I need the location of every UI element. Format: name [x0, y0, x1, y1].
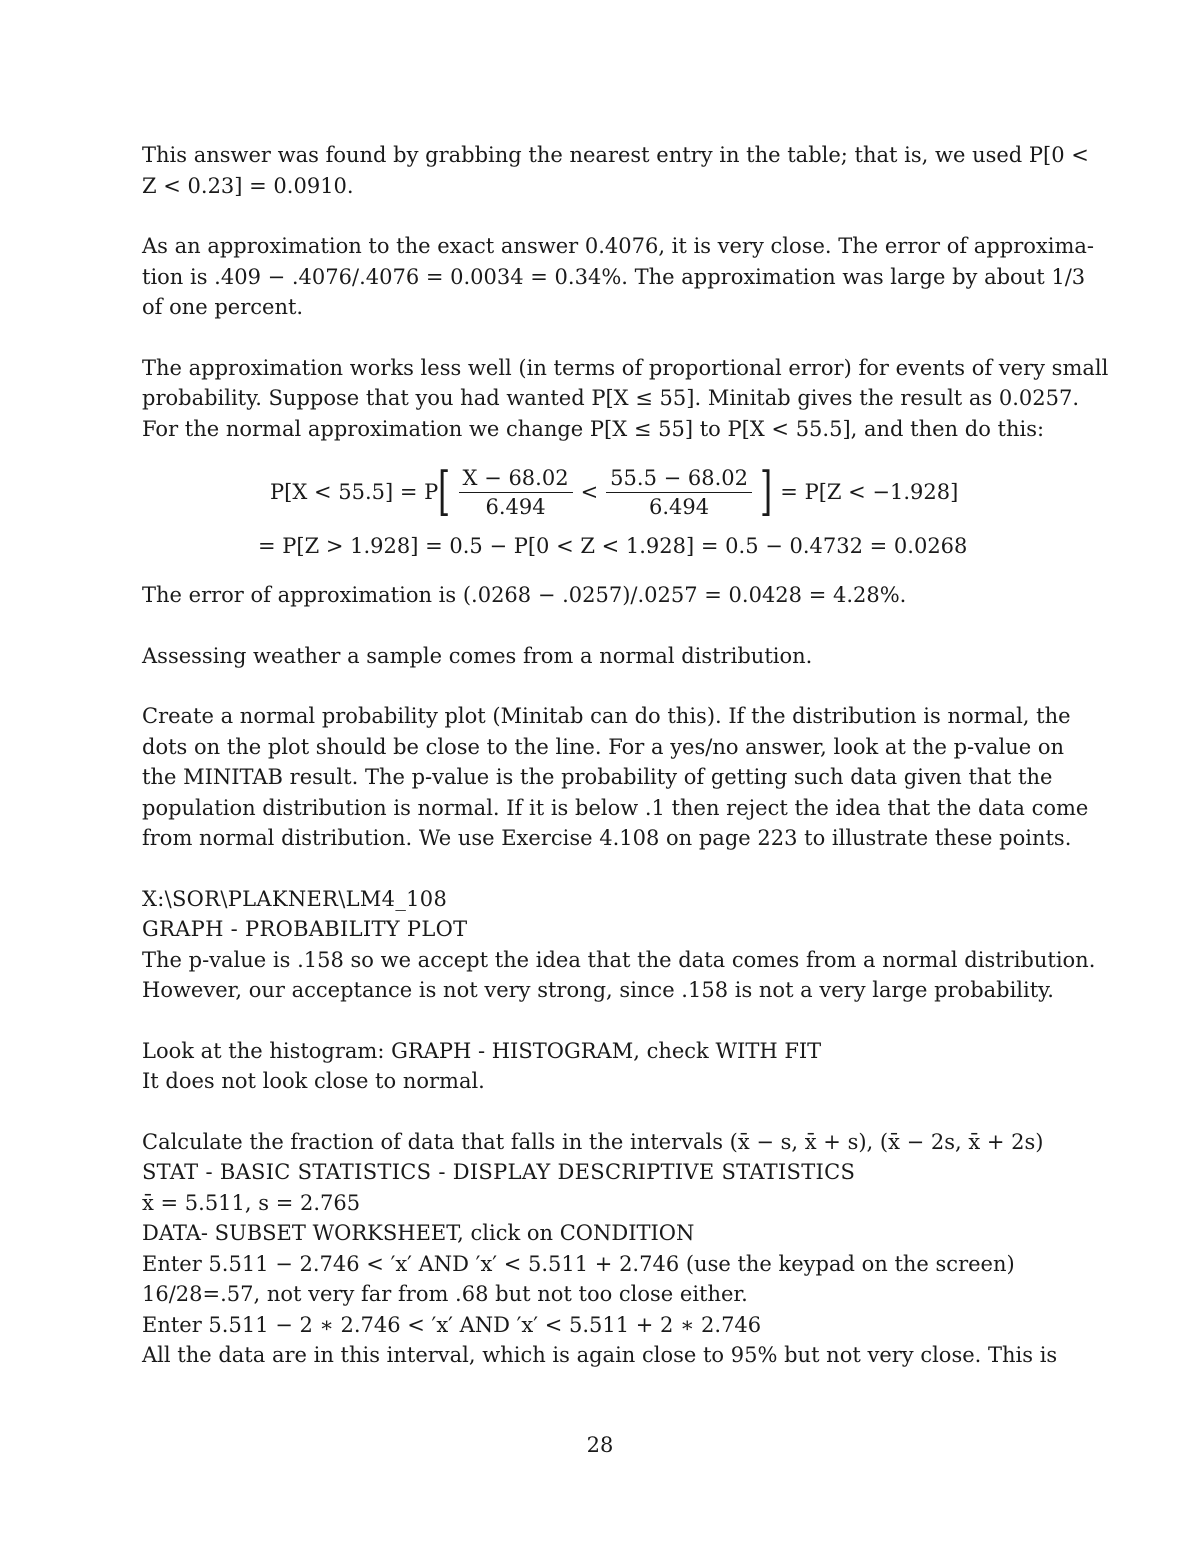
- fraction-denominator: 6.494: [485, 494, 546, 519]
- paragraph-probability-plot: [142, 701, 1089, 854]
- fraction-denominator: 6.494: [649, 494, 710, 519]
- menu-path: GRAPH - PROBABILITY PLOT: [142, 917, 468, 941]
- text-line: Look at the histogram: GRAPH - HISTOGRAM, check WITH FIT: [142, 1038, 822, 1063]
- fraction-standardized-x: [459, 466, 573, 519]
- menu-path: DATA- SUBSET WORKSHEET, click on CONDITION: [142, 1221, 695, 1245]
- left-bracket: [: [438, 462, 451, 522]
- menu-path: STAT - BASIC STATISTICS - DISPLAY DESCRIPTIVE STATISTICS: [142, 1160, 856, 1184]
- text-line: of one percent.: [142, 295, 304, 319]
- text-line: Calculate the fraction of data that falls in the intervals (x̄ − s, x̄ + s), (x̄ − 2s, x̄ + 2s): [142, 1129, 1044, 1154]
- paragraph-intervals: [142, 1127, 1060, 1371]
- equation-rhs: = P[Z < −1.928]: [780, 480, 959, 504]
- page-number: 28: [586, 1433, 614, 1457]
- paragraph-heading-normality: Assessing weather a sample comes from a normal distribution.: [142, 643, 813, 668]
- text-line: from normal distribution. We use Exercise 4.108 on page 223 to illustrate these points.: [142, 826, 1072, 850]
- paragraph-small-probability: [142, 353, 1109, 445]
- text-line: Enter 5.511 − 2 ∗ 2.746 < ′x′ AND ′x′ < 5.511 + 2 ∗ 2.746: [142, 1312, 762, 1337]
- text-line: Z < 0.23] = 0.0910.: [142, 173, 354, 198]
- text-line: Create a normal probability plot (Minitab can do this). If the distribution is normal, the: [142, 704, 1071, 728]
- file-path: X:\SOR\PLAKNER\LM4_108: [142, 886, 448, 911]
- text-line: x̄ = 5.511, s = 2.765: [142, 1190, 361, 1215]
- paragraph-error-result: The error of approximation is (.0268 − .0257)/.0257 = 0.0428 = 4.28%.: [142, 583, 907, 607]
- text-line: the MINITAB result. The p-value is the probability of getting such data given that the: [142, 765, 1053, 789]
- text-line: However, our acceptance is not very strong, since .158 is not a very large probability.: [142, 978, 1054, 1002]
- text-line: Enter 5.511 − 2.746 < ′x′ AND ′x′ < 5.511 + 2.746 (use the keypad on the screen): [142, 1251, 1015, 1276]
- text-line: This answer was found by grabbing the nearest entry in the table; that is, we used P[0 <: [142, 143, 1089, 167]
- text-line: dots on the plot should be close to the line. For a yes/no answer, look at the p-value on: [142, 734, 1065, 759]
- less-than-sign: <: [580, 480, 599, 504]
- text-line: population distribution is normal. If it is below .1 then reject the idea that the data come: [142, 795, 1089, 820]
- paragraph-histogram: [142, 1036, 1060, 1097]
- equation-line-1: [270, 462, 958, 522]
- text-line: As an approximation to the exact answer 0.4076, it is very close. The error of approxima-: [142, 234, 1094, 258]
- page-body: [142, 140, 1109, 1371]
- paragraph-minitab-probability-plot: [142, 884, 1096, 1006]
- text-line: It does not look close to normal.: [142, 1069, 485, 1093]
- right-bracket: ]: [760, 462, 773, 522]
- paragraph-approximation-error: [142, 231, 1094, 323]
- equation-lhs: P[X < 55.5] = P: [270, 480, 439, 504]
- paragraph-table-lookup: [142, 140, 1089, 201]
- equation-line-2: = P[Z > 1.928] = 0.5 − P[0 < Z < 1.928] = 0.5 − 0.4732 = 0.0268: [258, 534, 968, 558]
- text-line: probability. Suppose that you had wanted P[X ≤ 55]. Minitab gives the result as 0.0257.: [142, 386, 1080, 410]
- text-line: The p-value is .158 so we accept the idea that the data comes from a normal distribution.: [142, 947, 1096, 972]
- text-line: For the normal approximation we change P[X ≤ 55] to P[X < 55.5], and then do this:: [142, 416, 1045, 441]
- text-line: 16/28=.57, not very far from .68 but not too close either.: [142, 1282, 748, 1306]
- text-line: The approximation works less well (in terms of proportional error) for events of very small: [142, 355, 1109, 380]
- fraction-numerator: X − 68.02: [459, 466, 573, 493]
- display-equation: [142, 462, 1060, 572]
- text-line: All the data are in this interval, which is again close to 95% but not very close. This is: [142, 1343, 1058, 1367]
- fraction-numerator: 55.5 − 68.02: [606, 466, 752, 493]
- text-line: tion is .409 − .4076/.4076 = 0.0034 = 0.34%. The approximation was large by about 1/3: [142, 264, 1086, 289]
- fraction-standardized-value: [606, 466, 752, 519]
